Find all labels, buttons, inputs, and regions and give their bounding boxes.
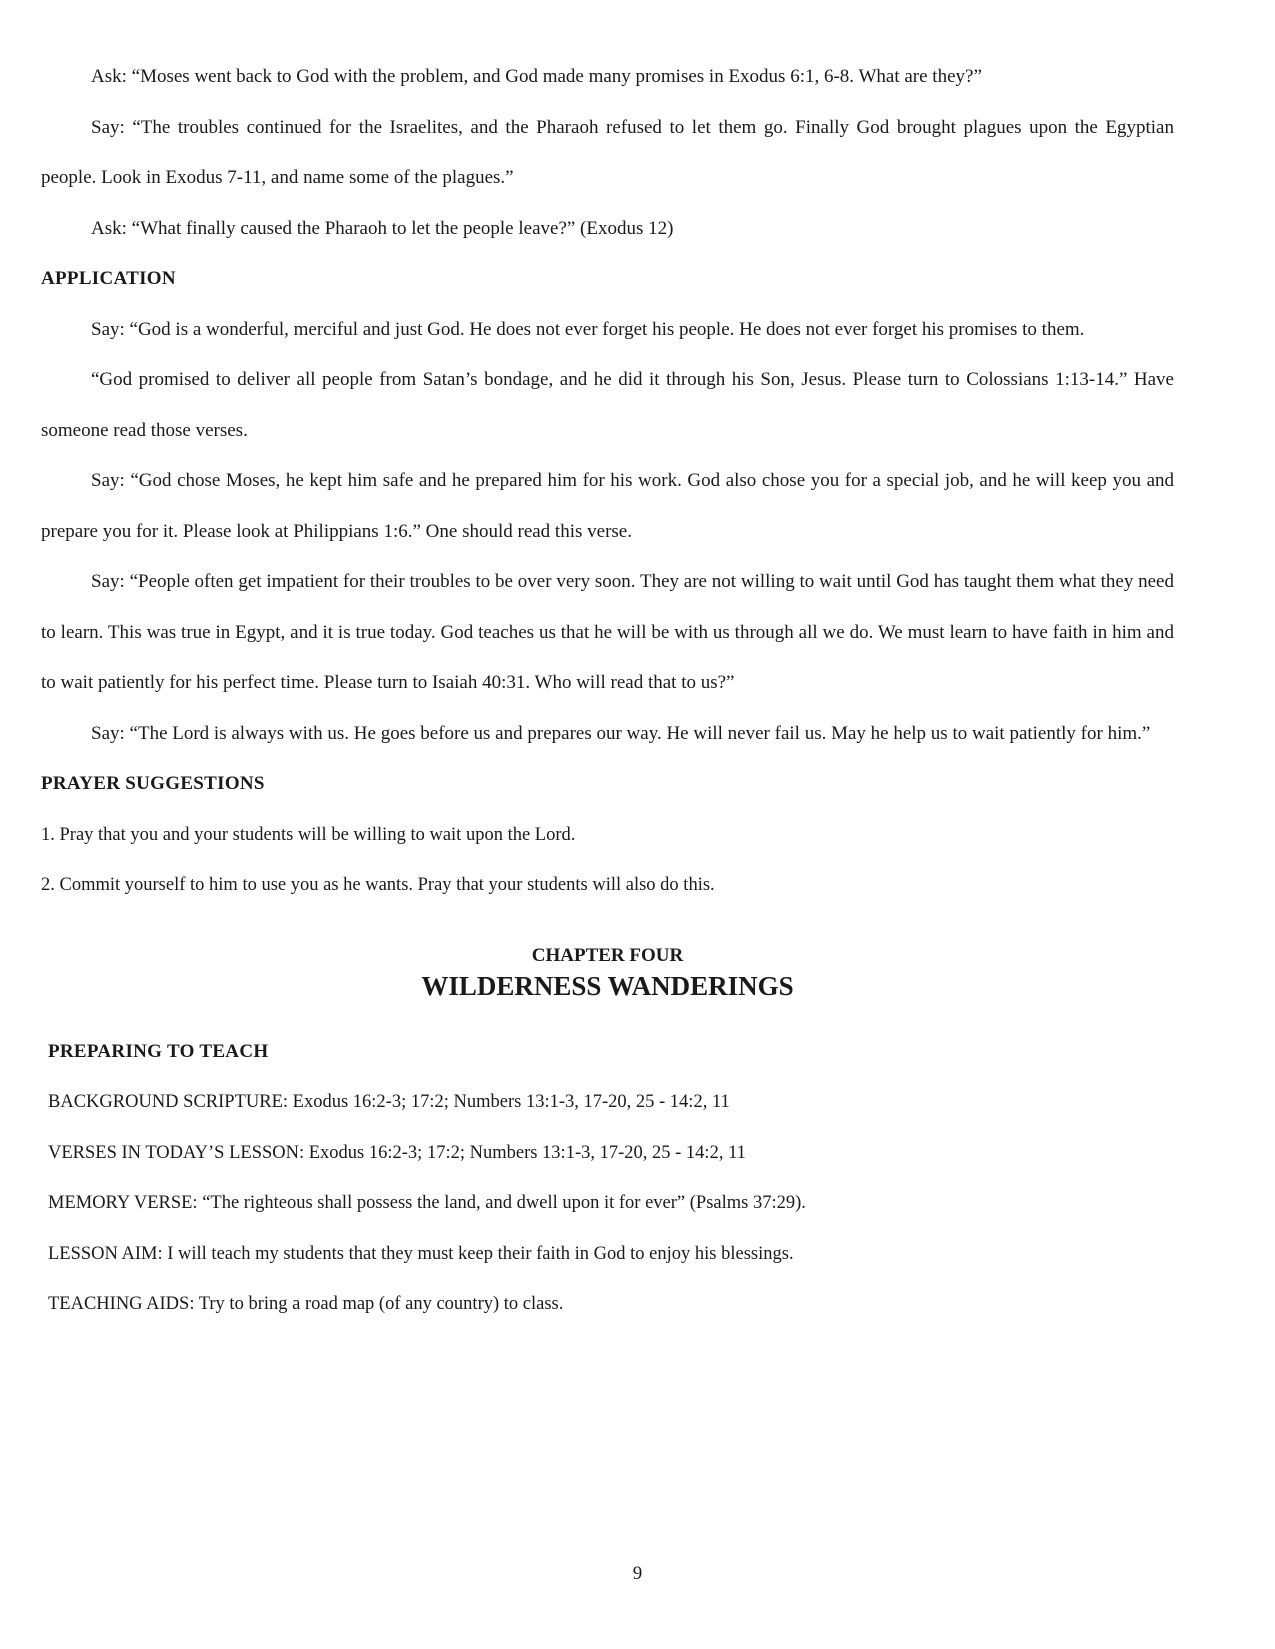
- chapter-title: WILDERNESS WANDERINGS: [421, 970, 794, 1001]
- application-heading: APPLICATION: [41, 268, 176, 289]
- document-page: [41, 52, 1174, 1330]
- application-paragraph-2: “God promised to deliver all people from Satan’s bondage, and he did it through his Son, Jesus. Please turn to Colossians 1:13-14.” Have someone read those verses.: [41, 369, 1174, 441]
- preparing-heading: PREPARING TO TEACH: [48, 1040, 269, 1062]
- page-number: 9: [632, 1563, 643, 1584]
- intro-paragraph-2: Say: “The troubles continued for the Israelites, and the Pharaoh refused to let them go. Finally God brought plagues upon the Egyptian people. Look in Exodus 7-11, and name some of the plagues.”: [41, 116, 1174, 188]
- application-paragraph-5: Say: “The Lord is always with us. He goes before us and prepares our way. He will never fail us. May he help us to wait patiently for him.”: [91, 722, 1151, 744]
- chapter-label: CHAPTER FOUR: [531, 944, 684, 966]
- preparing-section: [41, 1027, 1174, 1330]
- application-paragraph-1: Say: “God is a wonderful, merciful and just God. He does not ever forget his people. He does not ever forget his promises to them.: [91, 318, 1085, 340]
- background-scripture: BACKGROUND SCRIPTURE: Exodus 16:2-3; 17:2; Numbers 13:1-3, 17-20, 25 - 14:2, 11: [48, 1092, 730, 1112]
- lesson-aim: LESSON AIM: I will teach my students that they must keep their faith in God to enjoy his blessings.: [48, 1243, 794, 1264]
- prayer-heading: PRAYER SUGGESTIONS: [41, 773, 265, 794]
- prayer-item-2: 2. Commit yourself to him to use you as he wants. Pray that your students will also do this.: [41, 875, 715, 895]
- intro-paragraph-1: Ask: “Moses went back to God with the problem, and God made many promises in Exodus 6:1, 6-8. What are they?”: [91, 66, 982, 87]
- application-paragraph-3: Say: “God chose Moses, he kept him safe and he prepared him for his work. God also chose you for a special job, and he will keep you and prepare you for it. Please look at Philippians 1:6.” One should read this verse.: [41, 470, 1174, 542]
- intro-paragraph-3: Ask: “What finally caused the Pharaoh to let the people leave?” (Exodus 12): [91, 217, 674, 239]
- verses-in-lesson: VERSES IN TODAY’S LESSON: Exodus 16:2-3; 17:2; Numbers 13:1-3, 17-20, 25 - 14:2, 11: [48, 1142, 746, 1163]
- memory-verse: MEMORY VERSE: “The righteous shall possess the land, and dwell upon it for ever” (Psalms 37:29).: [48, 1193, 806, 1213]
- prayer-item-1: 1. Pray that you and your students will be willing to wait upon the Lord.: [41, 824, 576, 845]
- application-paragraph-4: Say: “People often get impatient for their troubles to be over very soon. They are not willing to wait until God has taught them what they need to learn. This was true in Egypt, and it is true today. God teaches us that he will be with us through all we do. We must learn to have faith in him and to wait patiently for his perfect time. Please turn to Isaiah 40:31. Who will read that to us?”: [41, 571, 1174, 693]
- chapter-header: [41, 943, 1174, 1003]
- teaching-aids: TEACHING AIDS: Try to bring a road map (of any country) to class.: [48, 1294, 564, 1314]
